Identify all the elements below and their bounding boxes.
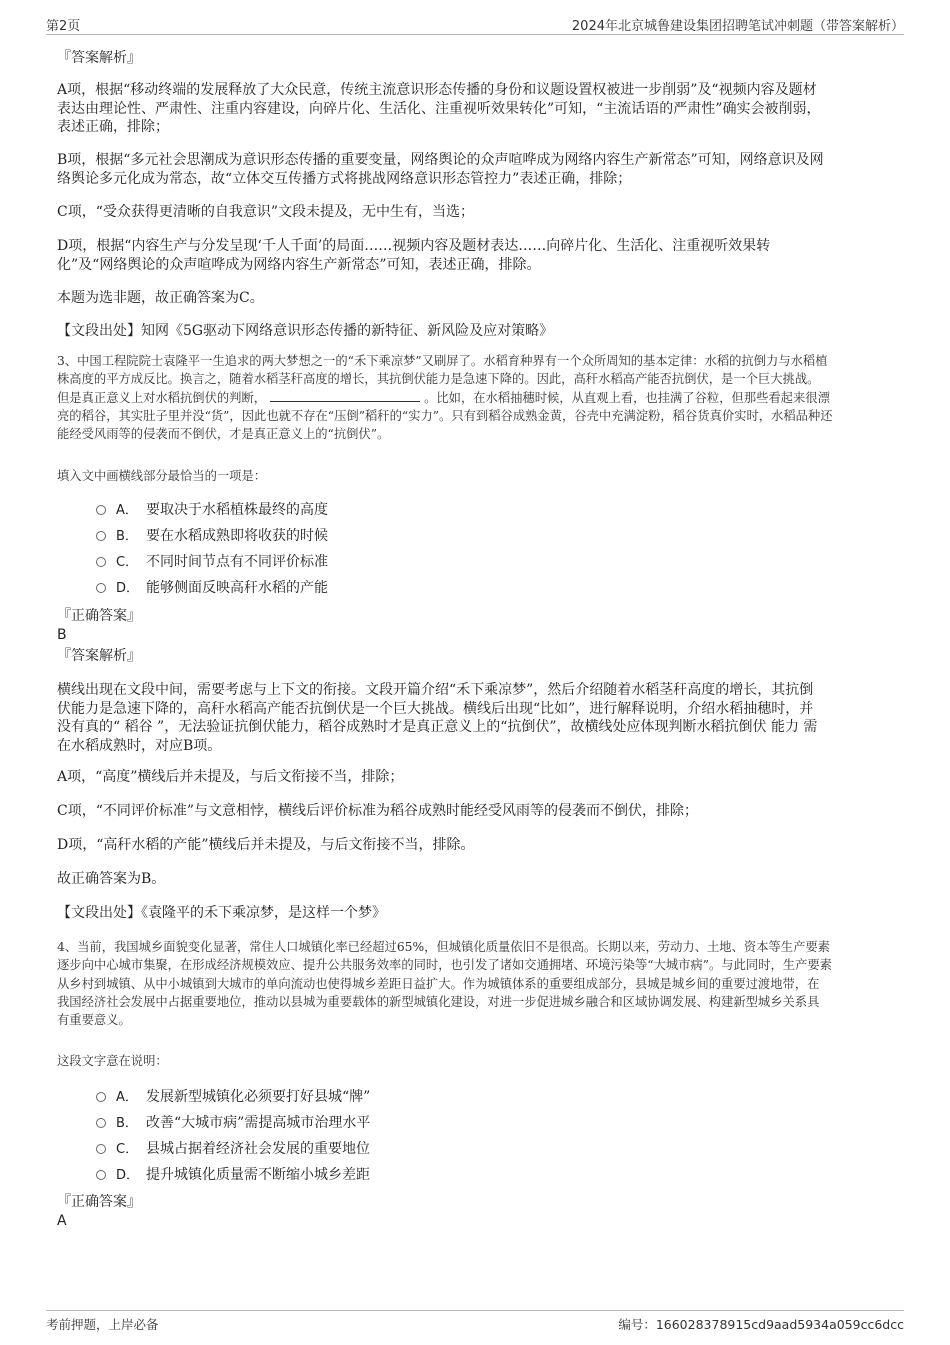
q2-analysis-label: 『答案解析』 <box>57 50 141 66</box>
q4-option-a[interactable]: A． 发展新型城镇化必须要打好县城“牌” <box>96 1088 370 1107</box>
q3-analysis: 横线出现在文段中间，需要考虑与上下文的衔接。文段开篇介绍“禾下乘凉梦”，然后介绍随着水稻茎秆高度的增长，其抗倒 伏能力是急速下降的，高秆水稻高产能否抗倒伏是一个巨大挑战。横线后出现“比如”，进行解释说明，介绍水稻抽穗时，并 没有真的“ 稻谷 ”，无法验证抗倒伏能力，稻谷成熟时才是真正意义上的“抗倒伏”，故横线处应体现判断水稻抗倒伏 能力 需 在水稻成熟时，对应B项。 <box>57 682 818 754</box>
radio-icon[interactable] <box>96 1144 106 1154</box>
q2-conclusion: 本题为选非题，故正确答案为C。 <box>57 290 264 306</box>
q4-answer: A <box>57 1213 67 1229</box>
q3-stem: 3、中国工程院院士袁隆平一生追求的两大梦想之一的“禾下乘凉梦”又刷屏了。水稻育种界有一个众所周知的基本定律：水稻的抗倒力与水稻植 株高度的平方成反比。换言之，随着水稻茎秆高度的增长，其抗倒伏能力是急速下降的。因此，高秆水稻高产能否抗倒伏，是一个巨大挑战。 但是真正意义上对水稻抗倒伏的判断， 。比如，在水稻抽穗时候，从直观上看，也挂满了谷粒，但那些看起来很漂 亮的稻谷，其实肚子里并没“货”，因此也就不存在“压倒”稻秆的“实力”。只有到稻谷成熟金黄，谷壳中充满淀粉，稻谷货真价实时，水稻品种还 能经受风雨等的侵袭而不倒伏，才是真正意义上的“抗倒伏”。 <box>57 354 833 442</box>
q3-answer: B <box>57 627 67 643</box>
page-number: 第2页 <box>46 19 81 34</box>
q3-analysis-d: D项，“高秆水稻的产能”横线后并未提及，与后文衔接不当，排除。 <box>57 837 475 853</box>
page-footer <box>46 1310 904 1333</box>
q3-analysis-label: 『答案解析』 <box>57 648 141 664</box>
document-id: 编号：166028378915cd9aad5934a059cc6dcc <box>618 1317 904 1332</box>
q3-option-b[interactable]: B． 要在水稻成熟即将收获的时候 <box>96 527 328 546</box>
footer-slogan: 考前押题，上岸必备 <box>46 1317 159 1332</box>
q2-analysis-a: A项，根据“移动终端的发展释放了大众民意，传统主流意识形态传播的身份和议题设置权被进一步削弱”及“视频内容及题材 表达由理论性、严肃性、注重内容建设，向碎片化、生活化、注重视听效果转化”可知，“主流话语的严肃性”确实会被削弱， 表述正确，排除； <box>57 82 821 135</box>
q4-option-b[interactable]: B． 改善“大城市病”需提高城市治理水平 <box>96 1114 370 1133</box>
q2-analysis-c: C项，“受众获得更清晰的自我意识”文段未提及，无中生有，当选； <box>57 204 475 220</box>
q4-option-c[interactable]: C． 县城占据着经济社会发展的重要地位 <box>96 1140 370 1159</box>
q3-option-a[interactable]: A． 要取决于水稻植株最终的高度 <box>96 501 328 520</box>
q3-analysis-a: A项，“高度”横线后并未提及，与后文衔接不当，排除； <box>57 769 404 785</box>
q3-conclusion: 故正确答案为B。 <box>57 871 166 887</box>
q4-option-d[interactable]: D． 提升城镇化质量需不断缩小城乡差距 <box>96 1166 370 1185</box>
q3-option-d[interactable]: D． 能够侧面反映高秆水稻的产能 <box>96 579 328 598</box>
q3-answer-label: 『正确答案』 <box>57 608 141 624</box>
radio-icon[interactable] <box>96 1118 106 1128</box>
q3-option-c[interactable]: C． 不同时间节点有不同评价标准 <box>96 553 328 572</box>
q2-source: 【文段出处】知网《5G驱动下网络意识形态传播的新特征、新风险及应对策略》 <box>57 323 554 339</box>
q3-analysis-c: C项，“不同评价标准”与文意相悖，横线后评价标准为稻谷成熟时能经受风雨等的侵袭而不倒伏，排除； <box>57 803 699 819</box>
q3-source: 【文段出处】《袁隆平的禾下乘凉梦，是这样一个梦》 <box>57 905 386 921</box>
radio-icon[interactable] <box>96 1170 106 1180</box>
document-title: 2024年北京城鲁建设集团招聘笔试冲刺题（带答案解析） <box>571 19 904 34</box>
q4-prompt: 这段文字意在说明： <box>57 1054 168 1068</box>
radio-icon[interactable] <box>96 557 106 567</box>
radio-icon[interactable] <box>96 1092 106 1102</box>
q2-analysis-d: D项，根据“内容生产与分发呈现‘千人千面’的局面……视频内容及题材表达……向碎片化、生活化、注重视听效果转 化”及“网络舆论的众声喧哗成为网络内容生产新常态”可知，表述正确，排除。 <box>57 238 771 273</box>
radio-icon[interactable] <box>96 505 106 515</box>
q4-answer-label: 『正确答案』 <box>57 1194 141 1210</box>
page-header <box>46 12 904 35</box>
q2-analysis-b: B项，根据“多元社会思潮成为意识形态传播的重要变量，网络舆论的众声喧哗成为网络内容生产新常态”可知，网络意识及网 络舆论多元化成为常态，故“立体交互传播方式将挑战网络意识形态管控力”表述正确，排除； <box>57 152 824 187</box>
fill-in-blank <box>270 389 420 402</box>
q4-stem: 4、当前，我国城乡面貌变化显著，常住人口城镇化率已经超过65%，但城镇化质量依旧不是很高。长期以来，劳动力、土地、资本等生产要素 逐步向中心城市集聚，在形成经济规模效应、提升公共服务效率的同时，也引发了诸如交通拥堵、环境污染等“大城市病”。与此同时，生产要素 从乡村到城镇、从中小城镇到大城市的单向流动也使得城乡差距日益扩大。作为城镇体系的重要组成部分，县城是城乡间的重要过渡地带，在 我国经济社会发展中占据重要地位，推动以县城为重要载体的新型城镇化建设，对进一步促进城乡融合和区域协调发展、构建新型城乡关系具 有重要意义。 <box>57 940 832 1028</box>
radio-icon[interactable] <box>96 583 106 593</box>
q3-prompt: 填入文中画横线部分最恰当的一项是： <box>57 469 267 483</box>
radio-icon[interactable] <box>96 531 106 541</box>
